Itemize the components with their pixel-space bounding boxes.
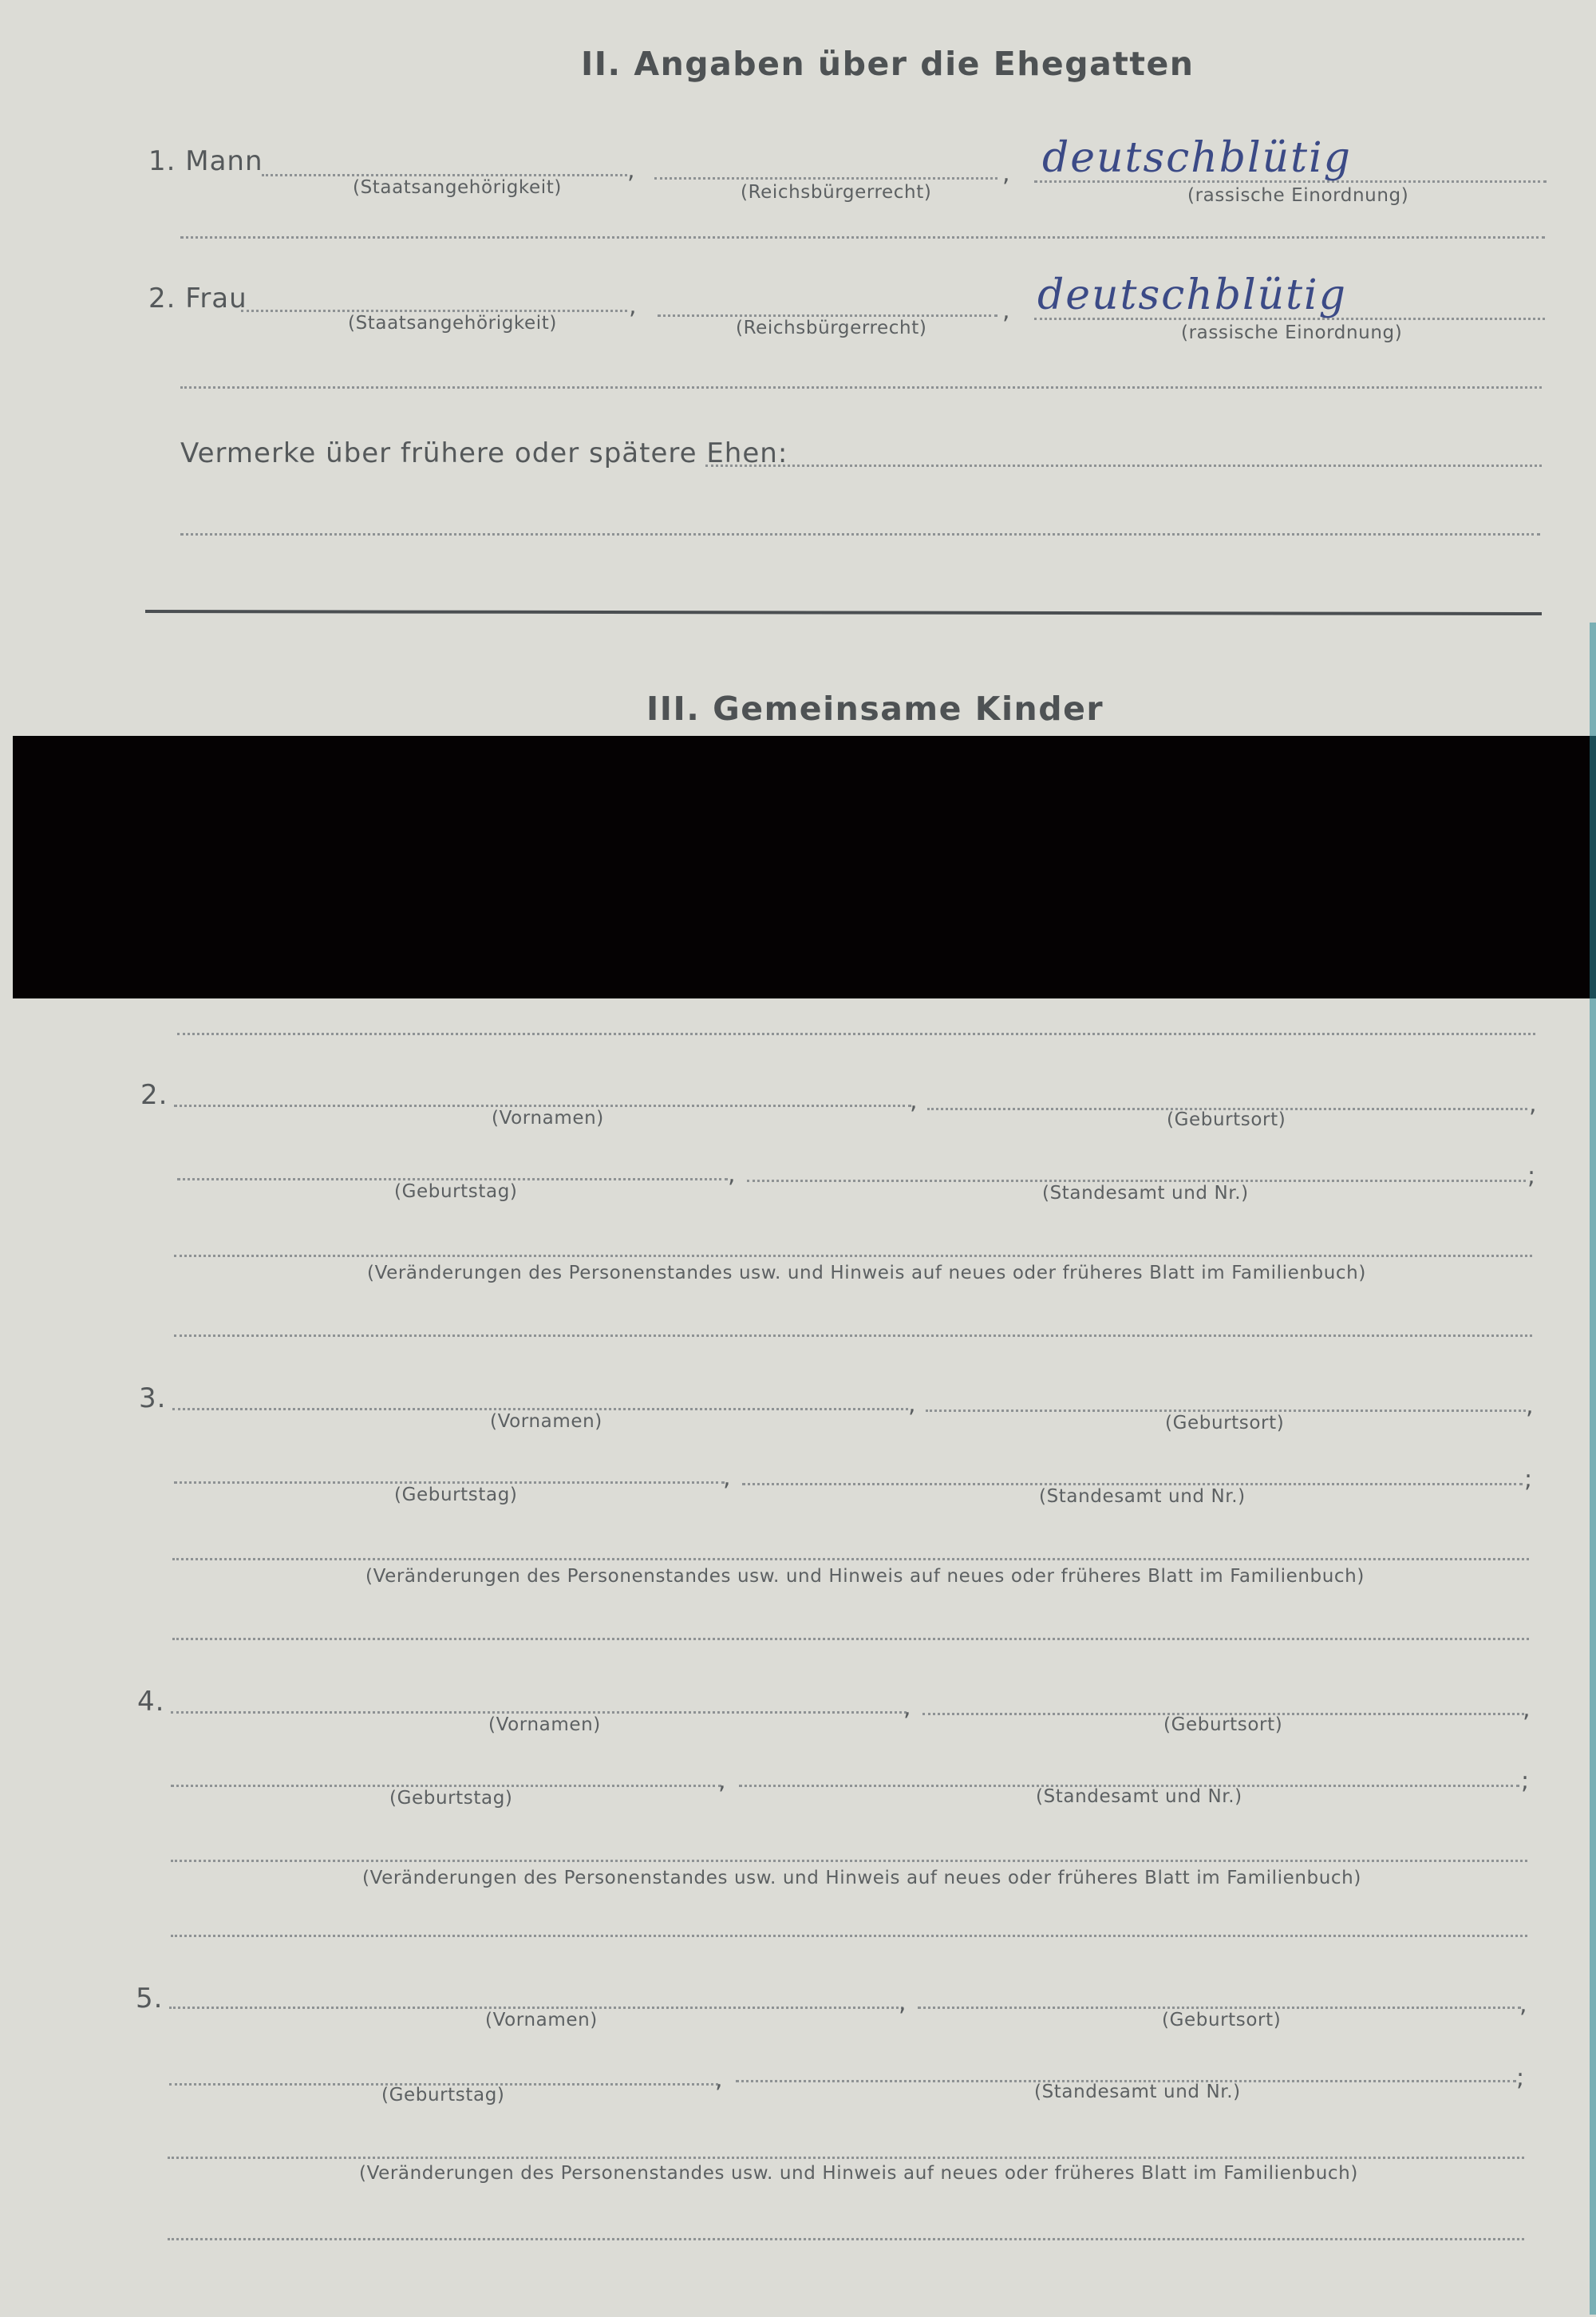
child-number: 4. (137, 1686, 165, 1718)
child-5-names-field[interactable] (169, 2007, 903, 2009)
woman-label: 2. Frau (148, 283, 247, 314)
child-3-changes-field[interactable] (172, 1558, 1529, 1560)
child-5-changes-field[interactable] (168, 2157, 1524, 2159)
semicolon: ; (1521, 1767, 1530, 1795)
comma: , (715, 2066, 723, 2094)
child-3-names-field[interactable] (172, 1408, 908, 1410)
man-reich-field[interactable] (654, 177, 998, 180)
child-3-cap-birthday: (Geburtstag) (394, 1485, 518, 1505)
child-4-cap-birthplace: (Geburtsort) (1163, 1714, 1283, 1735)
child-2-changes-field[interactable] (174, 1255, 1532, 1257)
child-2-cap-registry: (Standesamt und Nr.) (1042, 1183, 1249, 1204)
woman-racial-value: deutschblütig (1037, 271, 1347, 319)
man-cap-racial: (rassische Einordnung) (1187, 185, 1409, 206)
child-2-cap-birthday: (Geburtstag) (394, 1181, 518, 1202)
child-3-cap-changes: (Veränderungen des Personenstandes usw. und Hinweis auf neues oder früheres Blatt im Familienbuch) (365, 1566, 1365, 1587)
child-4-cap-birthday: (Geburtstag) (389, 1788, 513, 1809)
comma: , (1002, 160, 1010, 188)
comma: , (908, 1390, 916, 1418)
woman-extra-line[interactable] (180, 386, 1542, 389)
man-label: 1. Mann (148, 145, 263, 177)
child-1-changes-line[interactable] (177, 1033, 1535, 1035)
child-2-cap-changes: (Veränderungen des Personenstandes usw. und Hinweis auf neues oder früheres Blatt im Familienbuch) (367, 1263, 1366, 1283)
man-racial-value: deutschblütig (1042, 134, 1352, 182)
comma: , (627, 156, 635, 184)
notes-label: Vermerke über frühere oder spätere Ehen: (180, 437, 788, 469)
redaction-bar (13, 736, 1596, 998)
notes-field-1[interactable] (705, 465, 1542, 467)
child-2-names-field[interactable] (174, 1105, 911, 1107)
comma: , (1529, 1090, 1537, 1118)
child-5-cap-birthplace: (Geburtsort) (1162, 2010, 1282, 2030)
man-extra-line[interactable] (180, 236, 1545, 239)
section-3-title: III. Gemeinsame Kinder (646, 690, 1104, 728)
child-4-cap-names: (Vornamen) (488, 1714, 601, 1735)
woman-cap-reich: (Reichsbürgerrecht) (736, 318, 927, 338)
notes-field-2[interactable] (180, 533, 1540, 536)
semicolon: ; (1516, 2064, 1525, 2092)
child-2-changes-line-2[interactable] (174, 1334, 1532, 1337)
man-citizenship-field[interactable] (262, 174, 627, 176)
woman-cap-racial: (rassische Einordnung) (1181, 322, 1403, 343)
child-3-cap-registry: (Standesamt und Nr.) (1039, 1486, 1246, 1507)
child-5-changes-line-2[interactable] (168, 2238, 1524, 2240)
man-cap-citizenship: (Staatsangehörigkeit) (353, 177, 562, 198)
man-cap-reich: (Reichsbürgerrecht) (741, 182, 932, 203)
semicolon: ; (1524, 1465, 1533, 1493)
child-5-cap-names: (Vornamen) (485, 2010, 598, 2030)
section-2-title: II. Angaben über die Ehegatten (581, 45, 1195, 83)
section-divider (145, 610, 1542, 615)
child-5-birthplace-field[interactable] (918, 2007, 1521, 2009)
comma: , (1519, 1991, 1527, 2018)
semicolon: ; (1527, 1162, 1536, 1190)
child-4-birthday-field[interactable] (171, 1785, 721, 1787)
child-2-cap-names: (Vornamen) (492, 1108, 604, 1129)
comma: , (1526, 1392, 1534, 1420)
comma: , (899, 1989, 907, 2017)
comma: , (910, 1087, 918, 1115)
child-4-changes-field[interactable] (171, 1860, 1527, 1862)
child-4-cap-changes: (Veränderungen des Personenstandes usw. und Hinweis auf neues oder früheres Blatt im Familienbuch) (362, 1868, 1361, 1888)
child-number: 3. (139, 1382, 167, 1414)
child-3-cap-names: (Vornamen) (490, 1411, 602, 1432)
woman-citizenship-field[interactable] (241, 310, 627, 312)
child-4-changes-line-2[interactable] (171, 1935, 1527, 1937)
child-2-cap-birthplace: (Geburtsort) (1167, 1109, 1286, 1130)
woman-reich-field[interactable] (658, 314, 998, 317)
comma: , (629, 292, 637, 320)
child-3-registry-field[interactable] (742, 1483, 1523, 1485)
child-4-names-field[interactable] (171, 1711, 907, 1714)
page-edge (1590, 623, 1596, 2315)
comma: , (1523, 1695, 1531, 1723)
child-3-changes-line-2[interactable] (172, 1638, 1529, 1640)
child-3-cap-birthplace: (Geburtsort) (1165, 1413, 1285, 1433)
comma: , (903, 1694, 911, 1722)
comma: , (728, 1160, 736, 1188)
comma: , (723, 1464, 731, 1492)
comma: , (1002, 297, 1010, 325)
child-number: 2. (140, 1079, 168, 1111)
child-5-cap-registry: (Standesamt und Nr.) (1034, 2082, 1241, 2102)
child-3-birthday-field[interactable] (174, 1481, 725, 1484)
child-2-birthday-field[interactable] (177, 1178, 728, 1180)
woman-cap-citizenship: (Staatsangehörigkeit) (348, 313, 557, 334)
child-5-cap-changes: (Veränderungen des Personenstandes usw. und Hinweis auf neues oder früheres Blatt im Familienbuch) (359, 2163, 1358, 2184)
child-4-cap-registry: (Standesamt und Nr.) (1036, 1786, 1242, 1807)
child-5-cap-birthday: (Geburtstag) (381, 2085, 505, 2105)
child-number: 5. (136, 1983, 164, 2015)
comma: , (718, 1767, 726, 1795)
child-3-birthplace-field[interactable] (926, 1410, 1526, 1412)
child-2-registry-field[interactable] (747, 1180, 1526, 1182)
